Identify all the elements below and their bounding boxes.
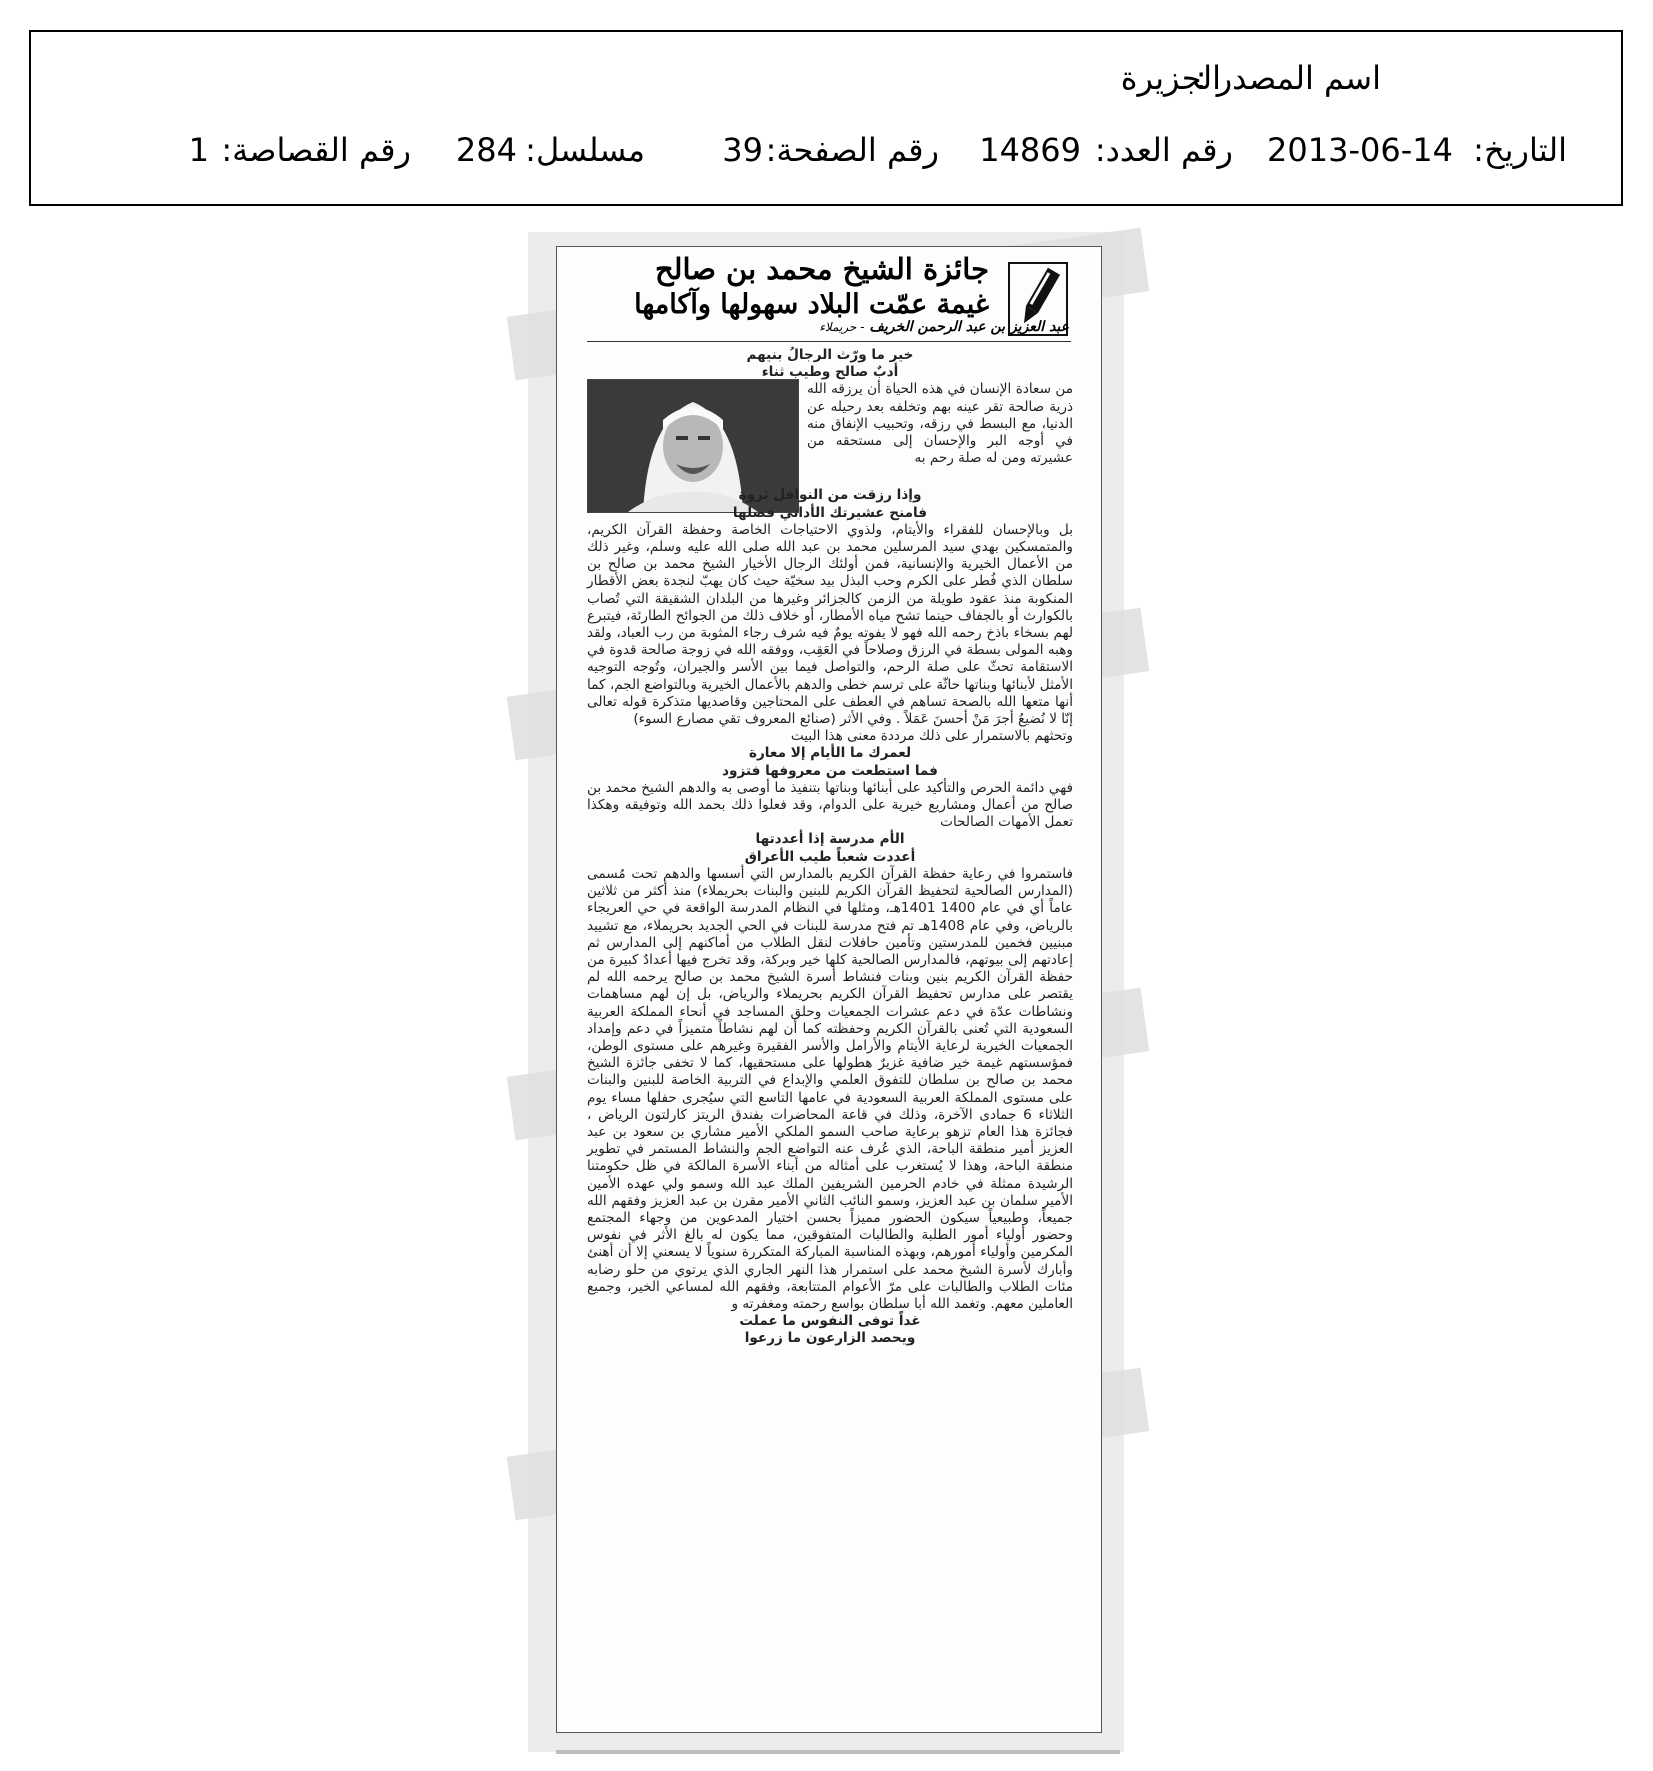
clip-label: رقم القصاصة: bbox=[221, 131, 411, 169]
serial-value: 284 bbox=[455, 131, 517, 169]
verse-4b: أعددت شعباً طيب الأعراق bbox=[744, 848, 916, 865]
headline-divider bbox=[587, 341, 1071, 342]
paragraph-3: وتحثهم بالاستمرار على ذلك مرددة معنى هذا البيت bbox=[790, 728, 1073, 745]
source-info-box bbox=[29, 30, 1623, 206]
verse-5a: غداً توفى النفوس ما عملت bbox=[739, 1313, 921, 1330]
verse-3a: لعمرك ما الأيام إلا معارة bbox=[748, 745, 912, 762]
verse-5b: ويحصد الزارعون ما زرعوا bbox=[744, 1330, 916, 1347]
clipping-shadow bbox=[556, 1750, 1120, 1754]
date-value: 2013-06-14 bbox=[1267, 131, 1453, 169]
page-value: 39 bbox=[722, 131, 763, 169]
paragraph-2: بل وبالإحسان للفقراء والأيتام، ولذوي الاحتياجات الخاصة وحفظة القرآن الكريم، والمتمسكين بهدي سيد المرسلين محمد بن عبد الله صلى الله عليه وسلم، وغير ذلك من الأعمال الخيرية والإنسانية، فمن أولئك الرجال الأخيار الشيخ محمد بن صالح بن سلطان الذي فُطر على الكرم وحب البذل بيد سخيّة حيث كان يهبّ لنجدة بعض الأقطار المنكوبة منذ عقود طويلة من الزمن كالجزائر وغيرها من البلدان الشقيقة التي تُصاب بالكوارث أو بالجفاف حينما تشح مياه الأمطار، أو خلاف ذلك من الجوائح الطارئة، فيتبرع لهم بسخاء باذخ رحمه الله فهو لا يفوته يومٌ فيه شرف رجاء المثوبة من رب العباد، ولقد وهبه المولى بسطة في الرزق وصلاحاً في العَقِب، ووفقه الله في زوجة صالحة قدوة في الاستقامة تحثّ على صلة الرحم، والتواصل فيما بين الأسر والجيران، وتُوجه التوجيه الأمثل لأبنائها وبناتها حاثّة على ترسم خطى والدهم بالأعمال الخيرية وبالتواضع الجم، كما أنها متعها الله بالصحة تساهم في العطف على المحتاجين وقاصديها متذكرة قوله تعالى إنّا لا نُضيعُ أجرَ مَنْ أحسنَ عَمَلاً . وفي الأثر (صنائع المعروف تقي مصارع السوء) bbox=[587, 521, 1073, 728]
newspaper-clipping bbox=[556, 246, 1102, 1733]
author-name: عبد العزيز بن عبد الرحمن الخريف bbox=[869, 319, 1069, 335]
source-label: اسم المصدر : bbox=[1195, 59, 1381, 97]
clip-value: 1 bbox=[188, 131, 209, 169]
verse-2a: وإذا رزقت من النوافل ثروة bbox=[738, 487, 922, 504]
verse-1a: خير ما ورّث الرجالُ بنيهم bbox=[746, 347, 914, 363]
paragraph-1: من سعادة الإنسان في هذه الحياة أن يرزقه الله ذرية صالحة تقر عينه بهم وتخلفه بعد رحيله عن الدنيا، مع البسط في رزقه، وتحبيب الإنفاق منه في أوجه البر والإحسان إلى مستحقه من عشيرته ومن له صلة رحم به bbox=[807, 381, 1073, 467]
verse-1b: أدبٌ صالح وطيب ثناء bbox=[761, 364, 899, 381]
issue-label: رقم العدد: bbox=[1094, 131, 1233, 169]
article-body bbox=[587, 347, 1073, 1348]
serial-label: مسلسل: bbox=[525, 131, 645, 169]
page-label: رقم الصفحة: bbox=[765, 131, 939, 169]
verse-4a: الأم مدرسة إذا أعددتها bbox=[755, 831, 905, 848]
article-headline bbox=[569, 251, 989, 323]
article-byline bbox=[589, 317, 1069, 337]
paragraph-5: فاستمروا في رعاية حفظة القرآن الكريم بالمدارس التي أسسها والدهم تحت مُسمى (المدارس الصالحية لتحفيظ القرآن الكريم للبنين والبنات بحريملاء) منذ أكثر من ثلاثين عاماً أي في عام 1400 1401هـ، ومثلها في النظام المدرسة الواقعة في حي العريجاء بالرياض، وفي عام 1408هـ تم فتح مدرسة للبنات في الحي الجديد بحريملاء، مع تشييد مبنيين فخمين للمدرستين وتأمين حافلات لنقل الطلاب من أماكنهم إلى المدارس ثم إعادتهم إلى بيوتهم، فالمدارس الصالحية كلها خير وبركة، وقد تخرج فيها أعدادٌ كبيرة من حفظة القرآن الكريم بنين وبنات فنشاط أسرة الشيخ محمد بن صالح يرحمه الله لم يقتصر على مدارس تحفيظ القرآن الكريم بحريملاء والرياض، بل إن لهم مساهمات ونشاطات عدّة في دعم عشرات الجمعيات وحلق المساجد في أنحاء المملكة العربية السعودية التي تُعنى بالقرآن الكريم وحفظته كما أن لهم نشاطاً متميزاً في دعم وإمداد الجمعيات الخيرية لرعاية الأيتام والأرامل والأسر الفقيرة وغيرهم على مستوى الوطن، فمؤسستهم غيمة خير ضافية غزيرٌ هطولها على مستحقيها، كما لا تخفى جائزة الشيخ محمد بن صالح بن سلطان للتفوق العلمي والإبداع في التربية الخاصة للبنين والبنات على مستوى المملكة العربية السعودية في عامها التاسع التي سيُجرى حفلها مساء يوم الثلاثاء 6 جمادى الآخرة، وذلك في قاعة المحاضرات بفندق الريتز كارلتون الرياض ، فجائزة هذا العام تزهو برعاية صاحب السمو الملكي الأمير مشاري بن سعود بن عبد العزيز أمير منطقة الباحة، الذي عُرف عنه التواضع الجم والنشاط المستمر في تطوير منطقة الباحة، وهذا لا يُستغرب على أمثاله من أبناء الأسرة المالكة في ظل حكومتنا الرشيدة ممثلة في خادم الحرمين الشريفين الملك عبد الله وسمو ولي عهده الأمين الأمير سلمان بن عبد العزيز، وسمو النائب الثاني الأمير مقرن بن عبد العزيز وفقهم الله جميعاً، وطبيعياً سيكون الحضور مميزاً بحسن اختيار المدعوين من وجهاء المجتمع وحضور أولياء أمور الطلبة والطالبات المتفوقين، مما يكون له بالغ الأثر في نفوس المكرمين وأولياء أمورهم، وبهذه المناسبة المباركة المتكررة سنوياً لا يسعني إلا أن أهنئ وأبارك لأسرة الشيخ محمد على استمرار هذا النهر الجاري الذي يرتوي من حلو رضابه مئات الطلاب والطالبات على مرّ الأعوام المتتابعة، وفقهم الله لمساعي الخير، وجميع العاملين معهم. وتغمد الله أبا سلطان بواسع رحمته ومغفرته و bbox=[587, 865, 1073, 1312]
verse-2b: فامنح عشيرتك الأداني فضلها bbox=[732, 504, 928, 521]
headline-line-1: جائزة الشيخ محمد بن صالح bbox=[654, 252, 989, 286]
author-location: - حريملاء bbox=[819, 320, 865, 334]
source-value: الجزيرة bbox=[1120, 59, 1221, 97]
issue-value: 14869 bbox=[979, 131, 1081, 169]
paragraph-4: فهي دائمة الحرص والتأكيد على أبنائها وبناتها بتنفيذ ما أوصى به والدهم الشيخ محمد بن صالح من أعمال ومشاريع خيرية على الدوام، وقد فعلوا ذلك بحمد الله وتوفيقه وهكذا تعمل الأمهات الصالحات bbox=[587, 779, 1073, 831]
verse-3b: فما استطعت من معروفها فتزود bbox=[722, 762, 938, 779]
headline-line-2: غيمة عمّت البلاد سهولها وآكامها bbox=[634, 289, 989, 320]
date-label: التاريخ: bbox=[1473, 131, 1567, 169]
